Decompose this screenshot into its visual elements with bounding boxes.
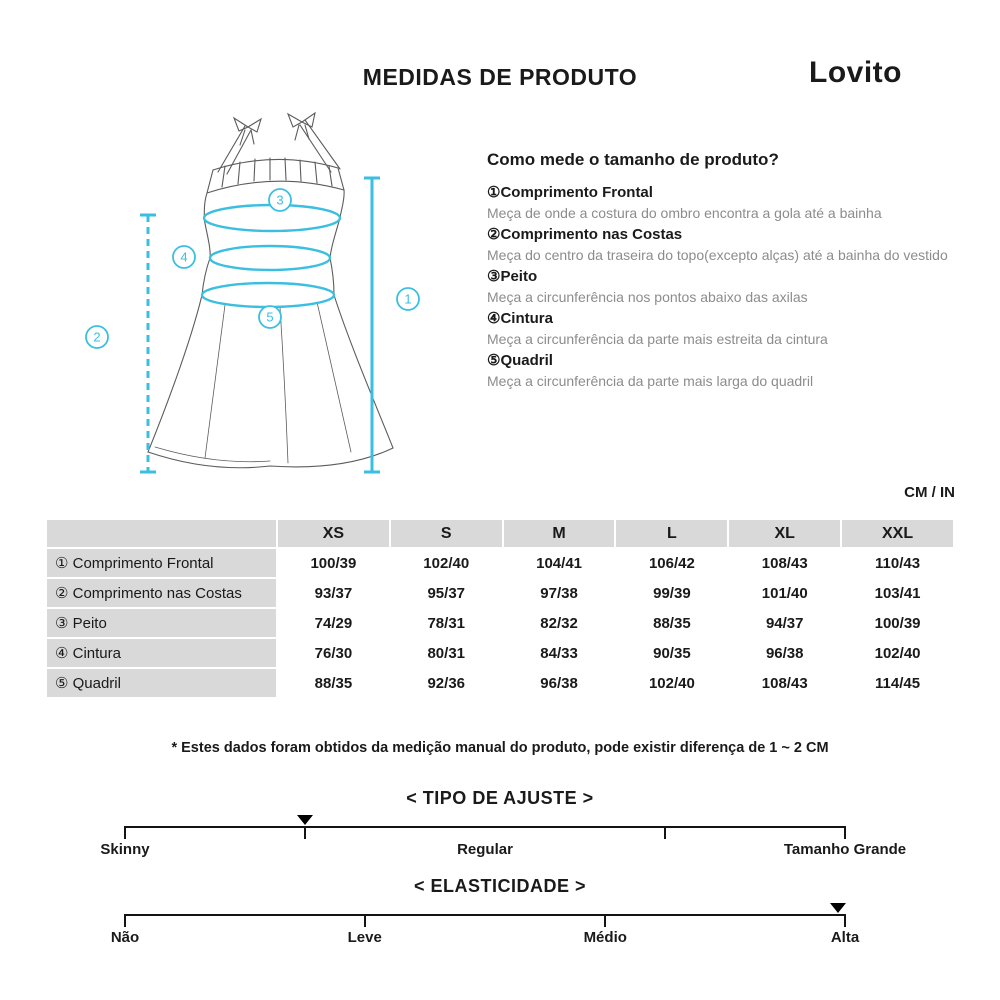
fit-type-section [0, 788, 1000, 861]
size-column-header: XXL [841, 519, 954, 548]
scale-tick [364, 914, 366, 927]
measurement-value: 100/39 [277, 548, 390, 578]
scale-tick [844, 914, 846, 927]
scale-marker-icon [297, 815, 313, 825]
size-table-head-row [46, 519, 954, 548]
fit-type-labels [100, 841, 907, 861]
guide-item [487, 182, 965, 224]
measurement-value: 110/43 [841, 548, 954, 578]
hip-measure-ellipse [202, 283, 334, 307]
size-column-header: M [503, 519, 616, 548]
size-table-row [46, 548, 954, 578]
size-table-corner [46, 519, 277, 548]
measurement-value: 88/35 [277, 668, 390, 698]
measurement-value: 97/38 [503, 578, 616, 608]
size-table-row [46, 578, 954, 608]
measurement-value: 114/45 [841, 668, 954, 698]
measurement-value: 102/40 [390, 548, 503, 578]
measurement-value: 102/40 [841, 638, 954, 668]
measurement-value: 104/41 [503, 548, 616, 578]
measurement-value: 78/31 [390, 608, 503, 638]
guide-item-description: Meça do centro da traseira do topo(excepto alças) até a bainha do vestido [487, 247, 948, 263]
size-column-header: XS [277, 519, 390, 548]
scale-label: Médio [583, 929, 627, 946]
scale-tick [604, 914, 606, 927]
guide-item-description: Meça a circunferência nos pontos abaixo das axilas [487, 289, 808, 305]
scale-label: Leve [347, 929, 382, 946]
brand-logo: Lovito [809, 56, 902, 89]
fit-type-track [125, 826, 845, 828]
page-title: MEDIDAS DE PRODUTO [362, 64, 638, 90]
elasticity-track [125, 914, 845, 916]
scale-label: Regular [457, 841, 513, 858]
measure-guide-list [487, 182, 965, 392]
measurement-value: 94/37 [728, 608, 841, 638]
measurement-value: 106/42 [615, 548, 728, 578]
measure-guide-heading: Como mede o tamanho de produto? [487, 150, 779, 169]
scale-label: Alta [830, 929, 860, 946]
bust-measure-ellipse [204, 205, 340, 231]
measurement-label: ③ Peito [46, 608, 277, 638]
measurement-value: 103/41 [841, 578, 954, 608]
size-table-row [46, 638, 954, 668]
guide-item-description: Meça a circunferência da parte mais estreita da cintura [487, 331, 828, 347]
measurement-value: 100/39 [841, 608, 954, 638]
measurement-value: 90/35 [615, 638, 728, 668]
measurement-value: 102/40 [615, 668, 728, 698]
guide-item-label: ②Comprimento nas Costas [487, 226, 683, 243]
size-table-row [46, 608, 954, 638]
diagram-marker-4: 4 [180, 249, 188, 265]
size-column-header: XL [728, 519, 841, 548]
measurement-label: ② Comprimento nas Costas [46, 578, 277, 608]
diagram-marker-2: 2 [93, 329, 101, 345]
elasticity-labels [110, 929, 860, 949]
measurement-value: 88/35 [615, 608, 728, 638]
size-column-header: S [390, 519, 503, 548]
elasticity-title: < ELASTICIDADE > [413, 876, 587, 896]
measurement-value: 95/37 [390, 578, 503, 608]
scale-tick [844, 826, 846, 839]
guide-item [487, 266, 965, 308]
measurement-value: 99/39 [615, 578, 728, 608]
diagram-marker-1: 1 [404, 291, 412, 307]
measurement-label: ⑤ Quadril [46, 668, 277, 698]
measure-guide [487, 150, 965, 392]
measurement-value: 82/32 [503, 608, 616, 638]
size-table-row [46, 668, 954, 698]
scale-tick [304, 826, 306, 839]
waist-measure-ellipse [210, 246, 330, 270]
scale-label: Skinny [100, 841, 150, 858]
size-table [45, 518, 955, 699]
size-table-body [46, 548, 954, 698]
diagram-marker-3: 3 [276, 192, 284, 208]
size-column-header: L [615, 519, 728, 548]
dress-measurement-diagram [55, 100, 475, 485]
scale-tick [124, 914, 126, 927]
guide-item-label: ⑤Quadril [487, 352, 553, 369]
dress-outline [148, 113, 393, 468]
guide-item [487, 224, 965, 266]
measurement-value: 84/33 [503, 638, 616, 668]
measurement-value: 92/36 [390, 668, 503, 698]
guide-item-label: ①Comprimento Frontal [487, 184, 653, 201]
scale-marker-icon [830, 903, 846, 913]
guide-item-description: Meça a circunferência da parte mais larga do quadril [487, 373, 814, 389]
guide-item-label: ③Peito [487, 268, 538, 285]
measurement-value: 96/38 [728, 638, 841, 668]
guide-item-description: Meça de onde a costura do ombro encontra a gola até a bainha [487, 205, 882, 221]
guide-item-label: ④Cintura [487, 310, 553, 327]
measurement-label: ① Comprimento Frontal [46, 548, 277, 578]
guide-item [487, 308, 965, 350]
measurement-value: 108/43 [728, 668, 841, 698]
measurement-value: 74/29 [277, 608, 390, 638]
measurement-label: ④ Cintura [46, 638, 277, 668]
measurement-value: 101/40 [728, 578, 841, 608]
measurement-value: 96/38 [503, 668, 616, 698]
dress-diagram-svg [55, 100, 475, 485]
scale-label: Não [110, 929, 140, 946]
scale-tick [124, 826, 126, 839]
scale-tick [664, 826, 666, 839]
measurement-value: 108/43 [728, 548, 841, 578]
units-label: CM / IN [904, 484, 955, 501]
measurement-value: 93/37 [277, 578, 390, 608]
fit-type-title: < TIPO DE AJUSTE > [406, 788, 594, 808]
scale-label: Tamanho Grande [783, 841, 907, 858]
measurement-value: 80/31 [390, 638, 503, 668]
measurement-value: 76/30 [277, 638, 390, 668]
diagram-marker-5: 5 [266, 309, 274, 325]
elasticity-section [0, 876, 1000, 949]
measurement-footnote: * Estes dados foram obtidos da medição manual do produto, pode existir diferença de 1 ~ 2 CM [171, 740, 829, 756]
guide-item [487, 350, 965, 392]
